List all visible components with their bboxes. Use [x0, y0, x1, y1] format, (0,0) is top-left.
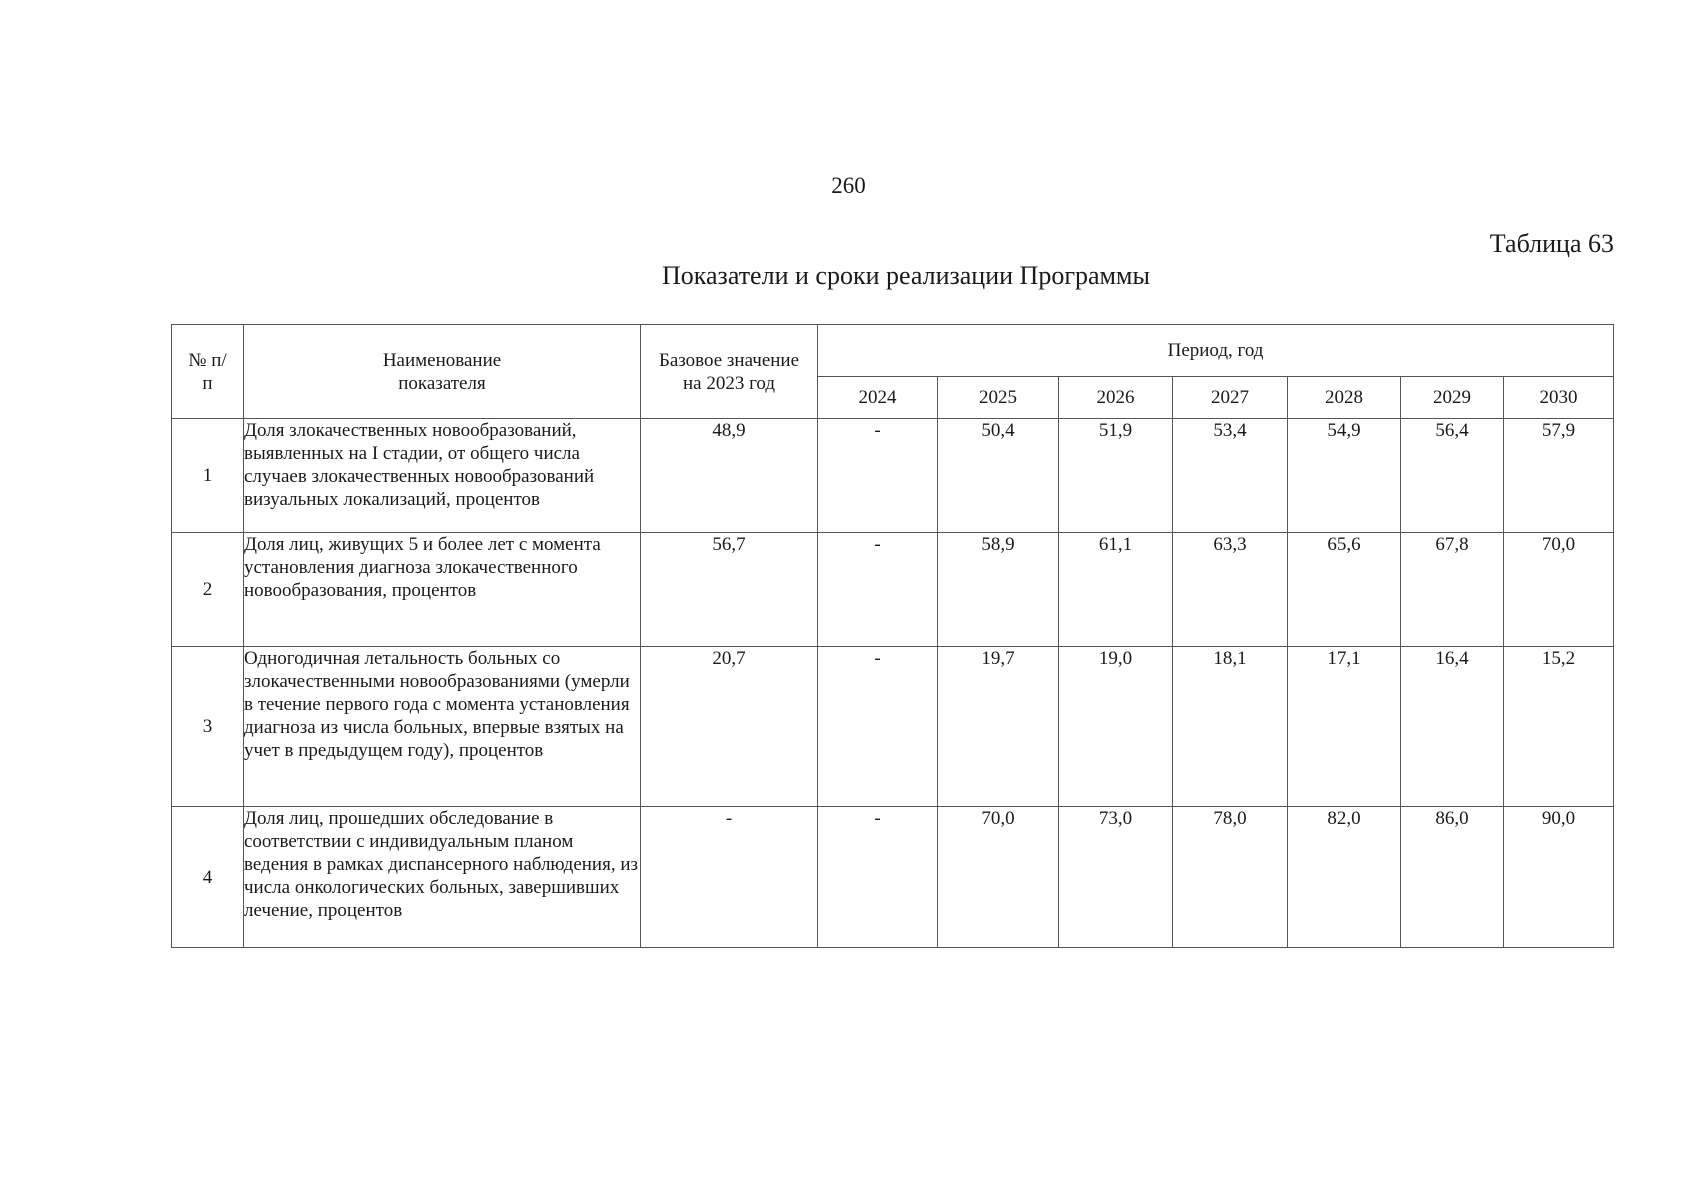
year-value: - [818, 807, 938, 948]
year-value: 70,0 [938, 807, 1059, 948]
header-name: Наименование показателя [244, 325, 641, 419]
indicator-name: Доля лиц, прошедших обследование в соответствии с индивидуальным планом ведения в рамках диспансерного наблюдения, из числа онкологических больных, завершивших лечение, процентов [244, 807, 641, 948]
table-title: Показатели и сроки реализации Программы [662, 261, 1150, 290]
year-value: 19,7 [938, 647, 1059, 807]
header-year: 2030 [1504, 377, 1614, 419]
year-value: 61,1 [1059, 533, 1173, 647]
year-value: 18,1 [1173, 647, 1288, 807]
year-value: 19,0 [1059, 647, 1173, 807]
year-value: 53,4 [1173, 419, 1288, 533]
base-value: - [641, 807, 818, 948]
header-year: 2029 [1401, 377, 1504, 419]
header-base: Базовое значение на 2023 год [641, 325, 818, 419]
year-value: 17,1 [1288, 647, 1401, 807]
year-value: 15,2 [1504, 647, 1614, 807]
row-number: 2 [172, 533, 244, 647]
year-value: 65,6 [1288, 533, 1401, 647]
table-row [172, 533, 1614, 647]
base-value: 56,7 [641, 533, 818, 647]
header-num: № п/п [172, 325, 244, 419]
indicator-name: Доля лиц, живущих 5 и более лет с момента установления диагноза злокачественного новообразования, процентов [244, 533, 641, 647]
year-value: - [818, 647, 938, 807]
table-body [172, 419, 1614, 948]
year-value: 57,9 [1504, 419, 1614, 533]
indicators-table [171, 324, 1614, 948]
year-value: 16,4 [1401, 647, 1504, 807]
table-label: Таблица 63 [1489, 229, 1614, 258]
header-period: Период, год [818, 325, 1614, 377]
indicator-name: Доля злокачественных новообразований, выявленных на I стадии, от общего числа случаев злокачественных новообразований визуальных локализаций, процентов [244, 419, 641, 533]
table-header [172, 325, 1614, 419]
base-value: 48,9 [641, 419, 818, 533]
indicator-name: Одногодичная летальность больных со злокачественными новообразованиями (умерли в течение первого года с момента установления диагноза из числа больных, впервые взятых на учет в предыдущем году), процентов [244, 647, 641, 807]
row-number: 4 [172, 807, 244, 948]
table-row [172, 419, 1614, 533]
table-row [172, 647, 1614, 807]
row-number: 3 [172, 647, 244, 807]
base-value: 20,7 [641, 647, 818, 807]
row-number: 1 [172, 419, 244, 533]
header-year: 2027 [1173, 377, 1288, 419]
year-value: - [818, 419, 938, 533]
year-value: 78,0 [1173, 807, 1288, 948]
year-value: 70,0 [1504, 533, 1614, 647]
year-value: 51,9 [1059, 419, 1173, 533]
year-value: 54,9 [1288, 419, 1401, 533]
year-value: 63,3 [1173, 533, 1288, 647]
year-value: 90,0 [1504, 807, 1614, 948]
header-year: 2026 [1059, 377, 1173, 419]
year-value: 50,4 [938, 419, 1059, 533]
year-value: 86,0 [1401, 807, 1504, 948]
page-number: 260 [831, 173, 866, 198]
year-value: 67,8 [1401, 533, 1504, 647]
year-value: 56,4 [1401, 419, 1504, 533]
header-year: 2024 [818, 377, 938, 419]
header-year: 2028 [1288, 377, 1401, 419]
year-value: 73,0 [1059, 807, 1173, 948]
year-value: 58,9 [938, 533, 1059, 647]
table-row [172, 807, 1614, 948]
year-value: - [818, 533, 938, 647]
header-year: 2025 [938, 377, 1059, 419]
year-value: 82,0 [1288, 807, 1401, 948]
